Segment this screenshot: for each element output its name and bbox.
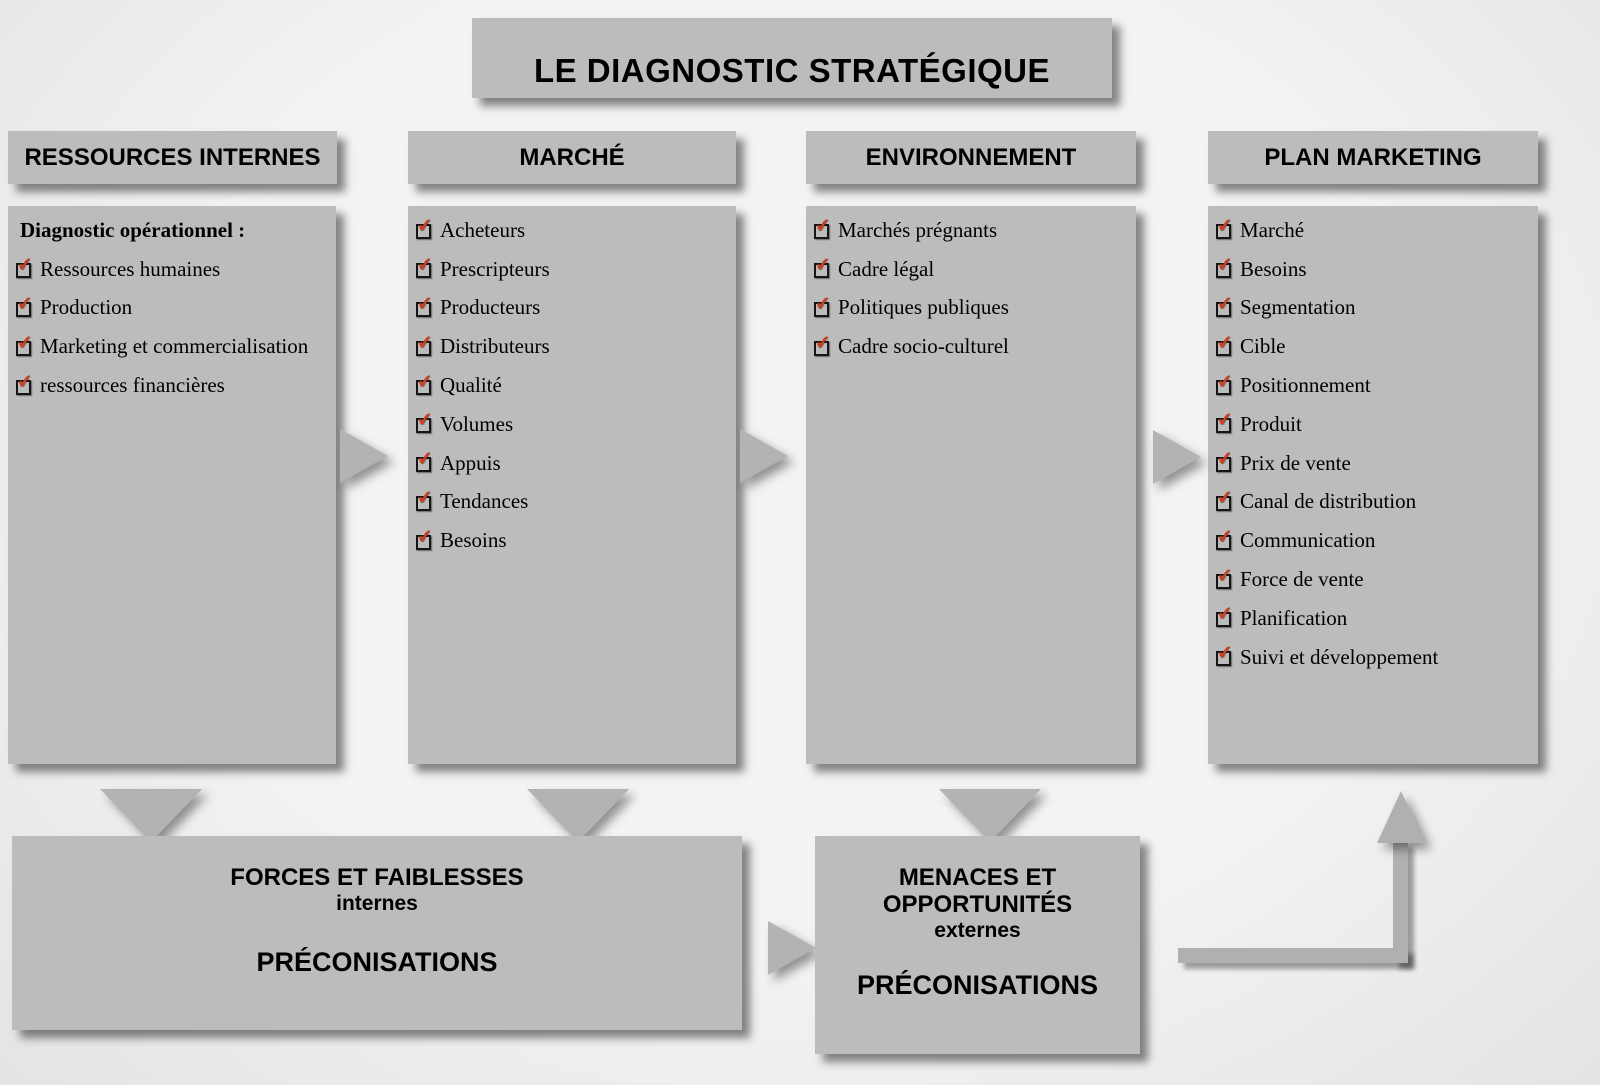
checkbox-checked-icon: ✔ bbox=[15, 331, 35, 355]
checklist-item bbox=[1216, 560, 1534, 599]
checklist-item bbox=[1216, 327, 1534, 366]
elbow-connector-vertical bbox=[1393, 841, 1408, 963]
page-title: LE DIAGNOSTIC STRATÉGIQUE bbox=[533, 52, 1051, 89]
checkbox-checked-icon: ✔ bbox=[813, 292, 833, 316]
checklist-item-label: Distributeurs bbox=[440, 334, 550, 359]
forces-faiblesses-box bbox=[12, 836, 742, 1030]
checklist-item-label: Canal de distribution bbox=[1240, 489, 1417, 514]
checkbox-checked-icon: ✔ bbox=[1215, 408, 1235, 433]
forces-preconisations: PRÉCONISATIONS bbox=[256, 947, 498, 977]
column-body-ressources-internes bbox=[8, 206, 336, 764]
checkbox-checked-icon: ✔ bbox=[415, 253, 435, 277]
column-body-plan-marketing bbox=[1208, 206, 1538, 764]
checklist-item-label: Besoins bbox=[1240, 256, 1307, 281]
arrow-up-icon bbox=[1377, 791, 1425, 843]
checklist-item bbox=[1216, 366, 1534, 405]
checklist-item-label: Marchés prégnants bbox=[838, 217, 998, 242]
checklist-intro: Diagnostic opérationnel : bbox=[20, 217, 246, 242]
checkbox-checked-icon: ✔ bbox=[1215, 486, 1235, 510]
menaces-opportunites-box bbox=[815, 836, 1140, 1054]
checklist-item bbox=[416, 521, 732, 560]
checkbox-checked-icon: ✔ bbox=[415, 214, 435, 239]
checkbox-checked-icon: ✔ bbox=[415, 292, 435, 316]
arrow-down-icon bbox=[100, 789, 202, 842]
checklist-item bbox=[1216, 250, 1534, 289]
checkbox-checked-icon: ✔ bbox=[813, 214, 833, 239]
checkbox-checked-icon: ✔ bbox=[15, 253, 35, 277]
checklist-item bbox=[1216, 483, 1534, 522]
checklist-item bbox=[16, 289, 332, 328]
menaces-preconisations: PRÉCONISATIONS bbox=[856, 970, 1099, 1000]
checklist-item-label: Tendances bbox=[440, 489, 529, 514]
checkbox-checked-icon: ✔ bbox=[415, 369, 435, 394]
checklist-item bbox=[16, 250, 332, 289]
checklist-item bbox=[416, 211, 732, 250]
arrow-down-icon bbox=[527, 789, 629, 842]
checklist-item-label: Produit bbox=[1240, 411, 1302, 436]
checkbox-checked-icon: ✔ bbox=[1215, 641, 1235, 665]
checklist-item-label: Acheteurs bbox=[440, 217, 526, 242]
checklist-item bbox=[416, 483, 732, 522]
arrow-right-icon bbox=[768, 921, 816, 975]
checklist-item-label: Qualité bbox=[440, 373, 502, 398]
column-header-plan-marketing bbox=[1208, 131, 1538, 184]
checkbox-checked-icon: ✔ bbox=[415, 524, 435, 549]
arrow-right-icon bbox=[340, 429, 388, 483]
checkbox-checked-icon: ✔ bbox=[813, 331, 833, 355]
checklist-item bbox=[416, 405, 732, 444]
column-header-label: MARCHÉ bbox=[519, 143, 625, 171]
checklist-item-label: Appuis bbox=[440, 450, 501, 475]
checklist-item-label: Cadre socio-culturel bbox=[838, 334, 1009, 359]
arrow-right-icon bbox=[1153, 430, 1201, 484]
checklist-item-label: Force de vente bbox=[1240, 567, 1364, 592]
checklist-item bbox=[416, 444, 732, 483]
arrow-down-icon bbox=[939, 789, 1041, 842]
checklist-item-label: Politiques publiques bbox=[838, 295, 1009, 320]
checkbox-checked-icon: ✔ bbox=[813, 253, 833, 277]
checklist-item-label: Prescripteurs bbox=[440, 256, 550, 281]
checklist-item-label: Cadre légal bbox=[838, 256, 935, 281]
checklist-item bbox=[416, 250, 732, 289]
menaces-title-line1: MENACES ET bbox=[898, 864, 1057, 891]
checklist-item-label: Communication bbox=[1240, 528, 1376, 553]
elbow-connector-horizontal bbox=[1178, 948, 1408, 963]
column-body-environnement bbox=[806, 206, 1136, 764]
checklist-item-label: Segmentation bbox=[1240, 295, 1356, 320]
column-header-label: RESSOURCES INTERNES bbox=[24, 143, 321, 171]
checklist-item-label: Suivi et développement bbox=[1240, 644, 1439, 669]
checklist-item-label: Prix de vente bbox=[1240, 450, 1351, 475]
checkbox-checked-icon: ✔ bbox=[1215, 292, 1235, 316]
checklist-item-label: Besoins bbox=[440, 528, 507, 553]
checklist-item bbox=[16, 366, 332, 405]
checklist-item-label: Cible bbox=[1240, 334, 1286, 359]
checkbox-checked-icon: ✔ bbox=[1215, 602, 1235, 627]
column-header-marche bbox=[408, 131, 736, 184]
checklist-item-label: Production bbox=[40, 295, 133, 320]
checklist-item bbox=[1216, 211, 1534, 250]
checkbox-checked-icon: ✔ bbox=[415, 408, 435, 433]
checklist-item bbox=[814, 289, 1132, 328]
menaces-title-line2: OPPORTUNITÉS bbox=[882, 891, 1073, 918]
checkbox-checked-icon: ✔ bbox=[415, 447, 435, 471]
checkbox-checked-icon: ✔ bbox=[415, 331, 435, 355]
checklist-item bbox=[814, 211, 1132, 250]
checkbox-checked-icon: ✔ bbox=[1215, 369, 1235, 394]
checkbox-checked-icon: ✔ bbox=[15, 292, 35, 316]
title-box bbox=[472, 18, 1112, 98]
menaces-subtitle: externes bbox=[934, 919, 1021, 942]
checklist-item bbox=[1216, 405, 1534, 444]
checklist-item-label: Positionnement bbox=[1240, 373, 1371, 398]
checklist-item bbox=[1216, 638, 1534, 677]
checkbox-checked-icon: ✔ bbox=[415, 486, 435, 510]
column-header-environnement bbox=[806, 131, 1136, 184]
column-body-marche bbox=[408, 206, 736, 764]
checkbox-checked-icon: ✔ bbox=[1215, 253, 1235, 277]
checkbox-checked-icon: ✔ bbox=[1215, 447, 1235, 471]
checkbox-checked-icon: ✔ bbox=[1215, 563, 1235, 588]
checklist-item-label: Planification bbox=[1240, 605, 1348, 630]
checklist-item bbox=[416, 289, 732, 328]
checkbox-checked-icon: ✔ bbox=[15, 369, 35, 394]
column-header-ressources-internes bbox=[8, 131, 337, 184]
checklist-item bbox=[416, 366, 732, 405]
checkbox-checked-icon: ✔ bbox=[1215, 524, 1235, 549]
checklist-item bbox=[1216, 599, 1534, 638]
forces-subtitle: internes bbox=[336, 892, 418, 915]
checklist-item bbox=[814, 250, 1132, 289]
checklist-item-label: Marketing et commercialisation bbox=[40, 334, 309, 359]
checkbox-checked-icon: ✔ bbox=[1215, 331, 1235, 355]
checklist-item bbox=[814, 327, 1132, 366]
checklist-item-label: Producteurs bbox=[440, 295, 541, 320]
checklist-item bbox=[416, 327, 732, 366]
checklist-item-label: ressources financières bbox=[40, 373, 225, 398]
forces-title: FORCES ET FAIBLESSES bbox=[230, 864, 524, 891]
checklist-item-label: Ressources humaines bbox=[40, 256, 221, 281]
checklist-item-label: Volumes bbox=[440, 411, 514, 436]
arrow-right-icon bbox=[740, 429, 788, 483]
checklist-item bbox=[16, 327, 332, 366]
checklist-item bbox=[1216, 289, 1534, 328]
checkbox-checked-icon: ✔ bbox=[1215, 214, 1235, 239]
column-header-label: ENVIRONNEMENT bbox=[865, 143, 1077, 171]
column-header-label: PLAN MARKETING bbox=[1264, 143, 1482, 171]
checklist-item bbox=[1216, 521, 1534, 560]
checklist-item bbox=[1216, 444, 1534, 483]
checklist-item-label: Marché bbox=[1240, 217, 1305, 242]
